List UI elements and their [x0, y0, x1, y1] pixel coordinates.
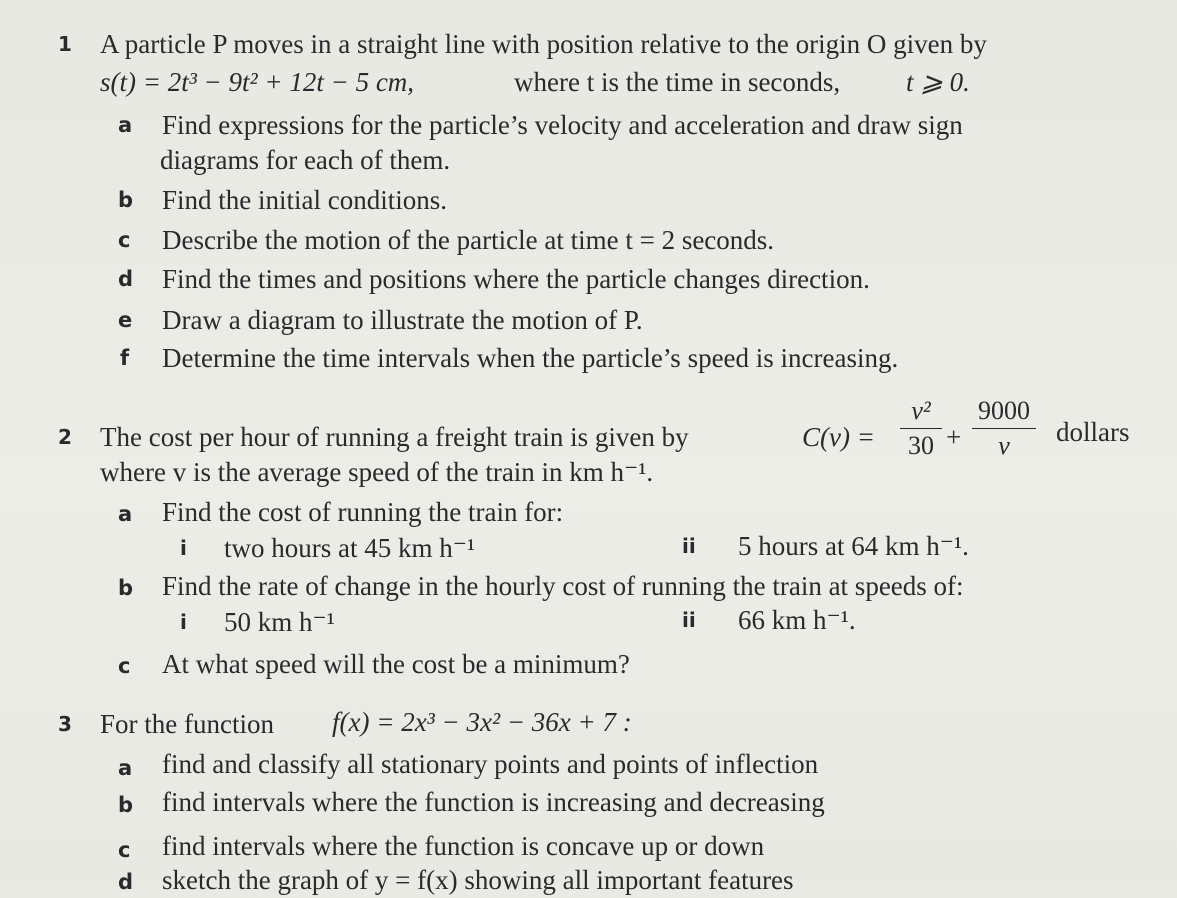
fraction-1-bar [900, 428, 942, 429]
q1-part-b-text: Find the initial conditions. [162, 185, 447, 215]
question-2-intro-line2: where v is the average speed of the train in km h⁻¹. [100, 457, 654, 487]
question-1-position-formula: s(t) = 2t³ − 9t² + 12t − 5 cm, [100, 67, 415, 97]
fraction-2-denominator: v [998, 431, 1010, 460]
question-3-number: 3 [58, 712, 72, 736]
q3-part-c-text: find intervals where the function is concave up or down [162, 831, 765, 861]
fraction-2-bar [972, 428, 1036, 429]
q2-part-a-ii-text: 5 hours at 64 km h⁻¹. [738, 531, 969, 561]
q1-part-c-label: c [118, 228, 131, 252]
question-1-intro-line2: where t is the time in seconds, [514, 67, 841, 97]
q2-part-c-label: c [118, 654, 131, 678]
q3-part-a-text: find and classify all stationary points and points of inflection [162, 749, 819, 779]
q2-part-a-i-label: i [180, 536, 187, 560]
q1-part-a-label: a [118, 113, 133, 137]
question-3-formula: f(x) = 2x³ − 3x² − 36x + 7 : [332, 707, 632, 737]
fraction-2-numerator: 9000 [978, 396, 1030, 425]
question-2-number: 2 [58, 425, 72, 449]
question-1-intro-line1: A particle P moves in a straight line with position relative to the origin O given by [100, 29, 987, 59]
q3-part-d-text: sketch the graph of y = f(x) showing all important features [162, 865, 794, 895]
q1-part-a-text-line1: Find expressions for the particle’s velocity and acceleration and draw sign [162, 110, 963, 140]
q3-part-d-label: d [118, 870, 134, 894]
q1-part-b-label: b [118, 188, 134, 212]
question-2-fraction-1 [900, 396, 942, 461]
q2-part-a-ii-label: ii [682, 534, 696, 558]
q2-part-b-label: b [118, 576, 134, 600]
question-3-intro: For the function [100, 709, 274, 739]
q3-part-a-label: a [118, 756, 133, 780]
q2-part-a-label: a [118, 502, 133, 526]
fraction-1-denominator: 30 [908, 431, 934, 460]
q1-part-e-text: Draw a diagram to illustrate the motion of P. [162, 305, 643, 335]
q2-part-b-i-label: i [180, 610, 187, 634]
q2-part-a-i-text: two hours at 45 km h⁻¹ [224, 533, 476, 563]
question-2-intro-line1: The cost per hour of running a freight train is given by [100, 422, 689, 452]
q3-part-b-label: b [118, 793, 134, 817]
q2-part-b-ii-label: ii [682, 608, 696, 632]
q2-part-b-i-text: 50 km h⁻¹ [224, 607, 335, 637]
q1-part-a-text-line2: diagrams for each of them. [160, 145, 451, 175]
q1-part-f-label: f [120, 346, 130, 370]
q1-part-e-label: e [118, 308, 133, 332]
question-2-formula-lhs: C(v) = [802, 422, 875, 452]
q2-part-b-ii-text: 66 km h⁻¹. [738, 605, 856, 635]
question-2-formula-plus: + [946, 422, 962, 452]
question-1-condition: t ⩾ 0. [906, 67, 970, 97]
question-1-number: 1 [58, 32, 72, 56]
question-2-formula-units: dollars [1056, 417, 1130, 447]
q1-part-c-text: Describe the motion of the particle at time t = 2 seconds. [162, 225, 775, 255]
question-2-fraction-2 [972, 396, 1036, 461]
q3-part-c-label: c [118, 838, 131, 862]
q1-part-d-text: Find the times and positions where the particle changes direction. [162, 264, 870, 294]
q2-part-b-text: Find the rate of change in the hourly cost of running the train at speeds of: [162, 571, 964, 601]
q1-part-d-label: d [118, 267, 134, 291]
fraction-1-numerator: v² [911, 396, 931, 425]
q3-part-b-text: find intervals where the function is increasing and decreasing [162, 787, 825, 817]
q2-part-c-text: At what speed will the cost be a minimum? [162, 649, 630, 679]
q2-part-a-text: Find the cost of running the train for: [162, 497, 564, 527]
q1-part-f-text: Determine the time intervals when the particle’s speed is increasing. [162, 343, 899, 373]
